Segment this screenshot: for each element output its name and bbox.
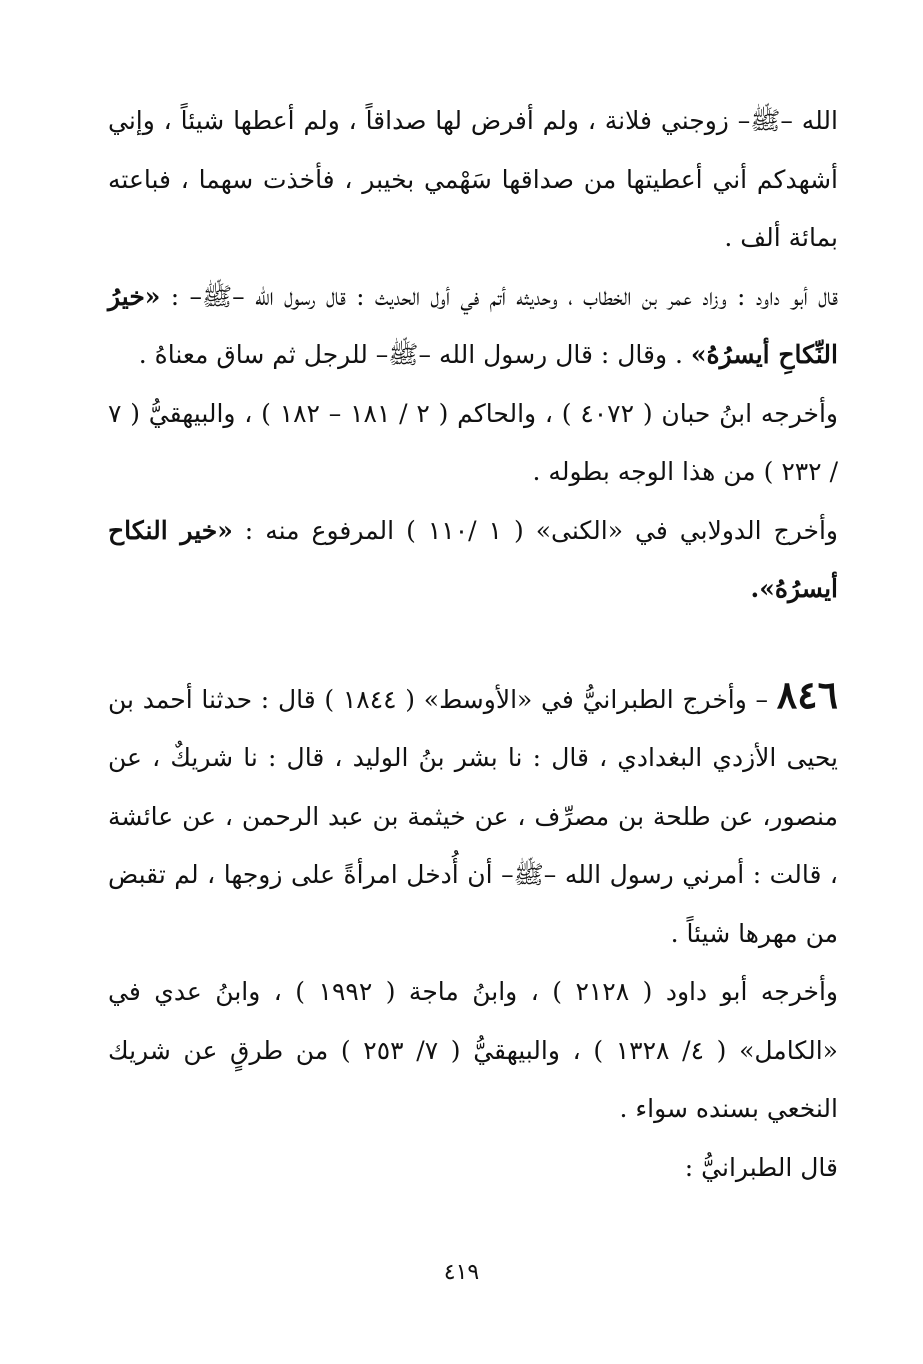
paragraph-text: – وأخرج الطبرانيُّ في «الأوسط» ( ١٨٤٤ ) قال : حدثنا أحمد بن يحيى الأزدي البغدادي ، قال : نا بشر بنُ الوليد ، قال : نا شريكٌ ، عن منصور، عن طلحة بن مصرِّف ، عن خيثمة بن عبد الرحمن ، عن عائشة ، قالت : أمرني رسول الله –ﷺ– أن أُدخل امرأةً على زوجها ، لم تقبض من مهرها شيئاً . — [108, 684, 838, 948]
paragraph-text: وأخرج الدولابي في «الكنى» ( ١ /١١٠ ) المرفوع منه : — [232, 515, 838, 545]
paragraph-text: وأخرجه أبو داود ( ٢١٢٨ ) ، وابنُ ماجة ( ١٩٩٢ ) ، وابنُ عدي في «الكامل» ( ٤/ ١٣٢٨ ) ، والبيهقيُّ ( ٧/ ٢٥٣ ) من طرقٍ عن شريك النخعي بسنده سواء . — [108, 977, 838, 1123]
paragraph-text: وأخرجه ابنُ حبان ( ٤٠٧٢ ) ، والحاكم ( ٢ / ١٨١ – ١٨٢ ) ، والبيهقيُّ ( ٧ / ٢٣٢ ) من هذا الوجه بطوله . — [108, 398, 838, 486]
page-number: ٤١٩ — [443, 1260, 480, 1285]
paragraph-takhrij-1 — [108, 385, 838, 502]
quoted-hadith: «خير النكاح أيسرُهُ» — [108, 515, 838, 603]
paragraph-hadith-text — [108, 92, 838, 268]
paragraph-text: . وقال : قال رسول الله –ﷺ– للرجل ثم ساق معناهُ . — [138, 340, 691, 369]
paragraph-hadith-846 — [108, 671, 838, 964]
page-body — [108, 92, 838, 1197]
paragraph-abu-dawud-note — [108, 268, 838, 385]
paragraph-takhrij-2 — [108, 963, 838, 1139]
hadith-number: ٨٤٦ — [776, 671, 838, 717]
paragraph-text: . — [750, 574, 760, 603]
paragraph-tabarani-said — [108, 1139, 838, 1198]
paragraph-text: الله –ﷺ– زوجني فلانة ، ولم أفرض لها صداقاً ، ولم أعطها شيئاً ، وإني أشهدكم أني أعطيتها من صداقها سَهْمي بخيبر ، فأخذت سهما ، فباعته بمائة ألف . — [108, 106, 838, 252]
paragraph-takhrij-dulabi — [108, 502, 838, 619]
paragraph-text: قال الطبرانيُّ : — [684, 1152, 838, 1182]
paragraph-text: قال أبو داود : وزاد عمر بن الخطاب ، وحديثه أتم في أول الحديث : قال رسول الله –ﷺ– : — [160, 281, 838, 311]
quoted-hadith: «خيرُ النِّكاحِ أيسرُهُ» — [108, 281, 838, 369]
